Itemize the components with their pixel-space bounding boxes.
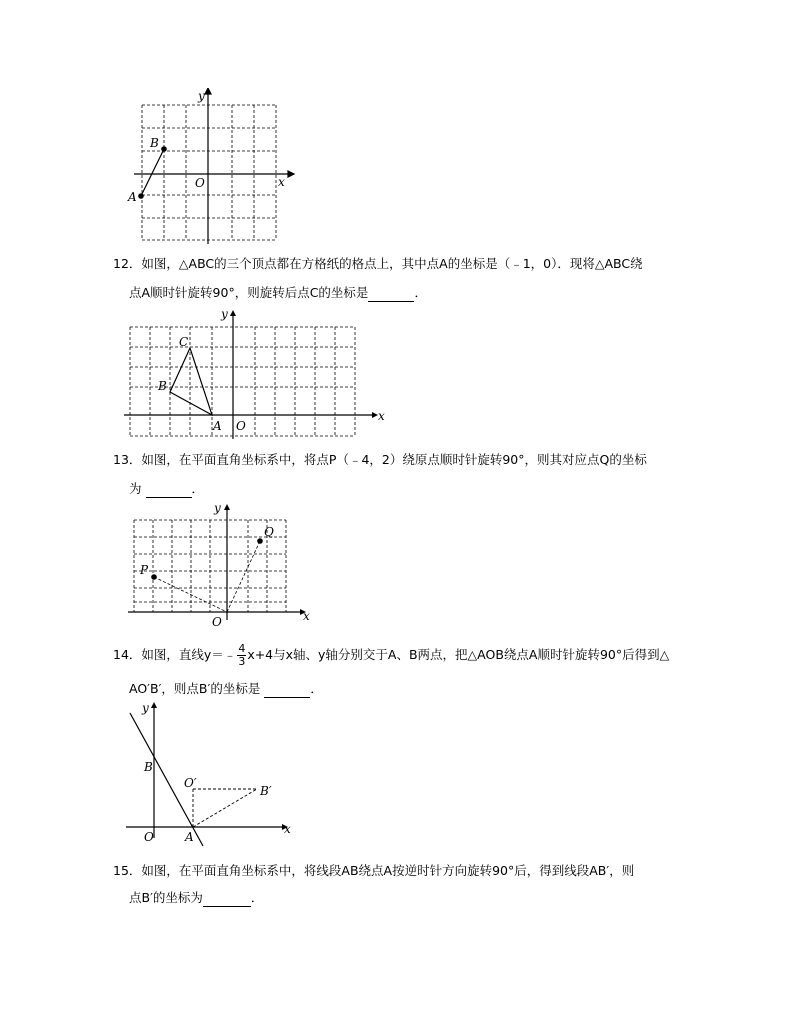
point-b: [161, 146, 167, 152]
figure-13: [120, 498, 315, 628]
question-14-text-a: 14．如图，直线y＝﹣: [113, 647, 237, 662]
fraction-numerator: 4: [238, 642, 246, 655]
axis-y-label: y: [198, 89, 205, 103]
axis-x-label: x: [278, 175, 285, 189]
question-12-line-2: [129, 285, 427, 302]
point-b-prime-label: B′: [260, 784, 272, 798]
segment-ab: [141, 149, 164, 196]
question-13-line-1: 13．如图，在平面直角坐标系中，将点P（﹣4，2）绕原点顺时针旋转90°，则其对应点Q的坐标: [113, 452, 647, 467]
question-14-end: ．: [310, 681, 323, 696]
question-14-text: AO′B′，则点B′的坐标是: [129, 681, 261, 696]
point-b-label: B: [158, 379, 167, 393]
question-13-text: 为: [129, 481, 142, 496]
figure-12: [120, 306, 385, 441]
answer-blank-14[interactable]: [264, 681, 310, 698]
figure-14: [120, 698, 305, 848]
point-a: [138, 193, 144, 199]
question-14-line-1: [113, 640, 669, 670]
point-q-label: Q: [264, 525, 274, 539]
triangle-abc: [170, 348, 212, 415]
question-15-end: ．: [250, 890, 264, 905]
point-c-label: C: [179, 335, 189, 349]
point-b-label: B: [150, 136, 159, 150]
question-15-line-1: 15．如图，在平面直角坐标系中，将线段AB绕点A按逆时针方向旋转90°后，得到线段AB′，则: [113, 863, 635, 878]
question-14-text-b: x+4与x轴、y轴分别交于A、B两点，把△AOB绕点A顺时针旋转90°后得到△: [247, 647, 670, 662]
question-12-end: ．: [414, 285, 427, 300]
question-12-line-1: 12．如图，△ABC的三个顶点都在方格纸的格点上，其中点A的坐标是（﹣1，0）．现将△ABC绕: [113, 256, 643, 271]
point-a-label: A: [185, 830, 194, 844]
axis-y-label: y: [221, 307, 228, 321]
question-13-end: ．: [191, 481, 205, 496]
answer-blank-12[interactable]: [368, 285, 414, 302]
axis-x-label: x: [303, 609, 310, 623]
question-13-line-2: [129, 481, 204, 498]
origin-label: O: [195, 176, 205, 190]
figure-11: [120, 88, 300, 248]
origin-label: O: [144, 830, 154, 844]
origin-label: O: [212, 615, 222, 628]
point-q: [257, 538, 263, 544]
axis-x-label: x: [378, 409, 385, 423]
point-p: [151, 574, 157, 580]
point-b-label: B: [144, 760, 153, 774]
point-a-label: A: [213, 419, 222, 433]
axis-y-label: y: [214, 501, 221, 515]
question-15-text: 点B′的坐标为: [129, 890, 203, 905]
question-12-text: 点A顺时针旋转90°，则旋转后点C的坐标是: [129, 285, 369, 300]
point-o-prime-label: O′: [184, 776, 197, 790]
origin-label: O: [236, 419, 246, 433]
point-a-label: A: [128, 190, 137, 204]
axis-y-label: y: [142, 701, 149, 715]
fraction-4-3: [237, 643, 246, 668]
question-14-line-2: [129, 681, 323, 698]
fraction-denominator: 3: [238, 655, 246, 668]
answer-blank-13[interactable]: [146, 481, 192, 498]
question-15-line-2: [129, 890, 263, 907]
point-p-label: P: [140, 563, 149, 577]
axis-x-label: x: [284, 822, 291, 836]
answer-blank-15[interactable]: [203, 890, 251, 907]
